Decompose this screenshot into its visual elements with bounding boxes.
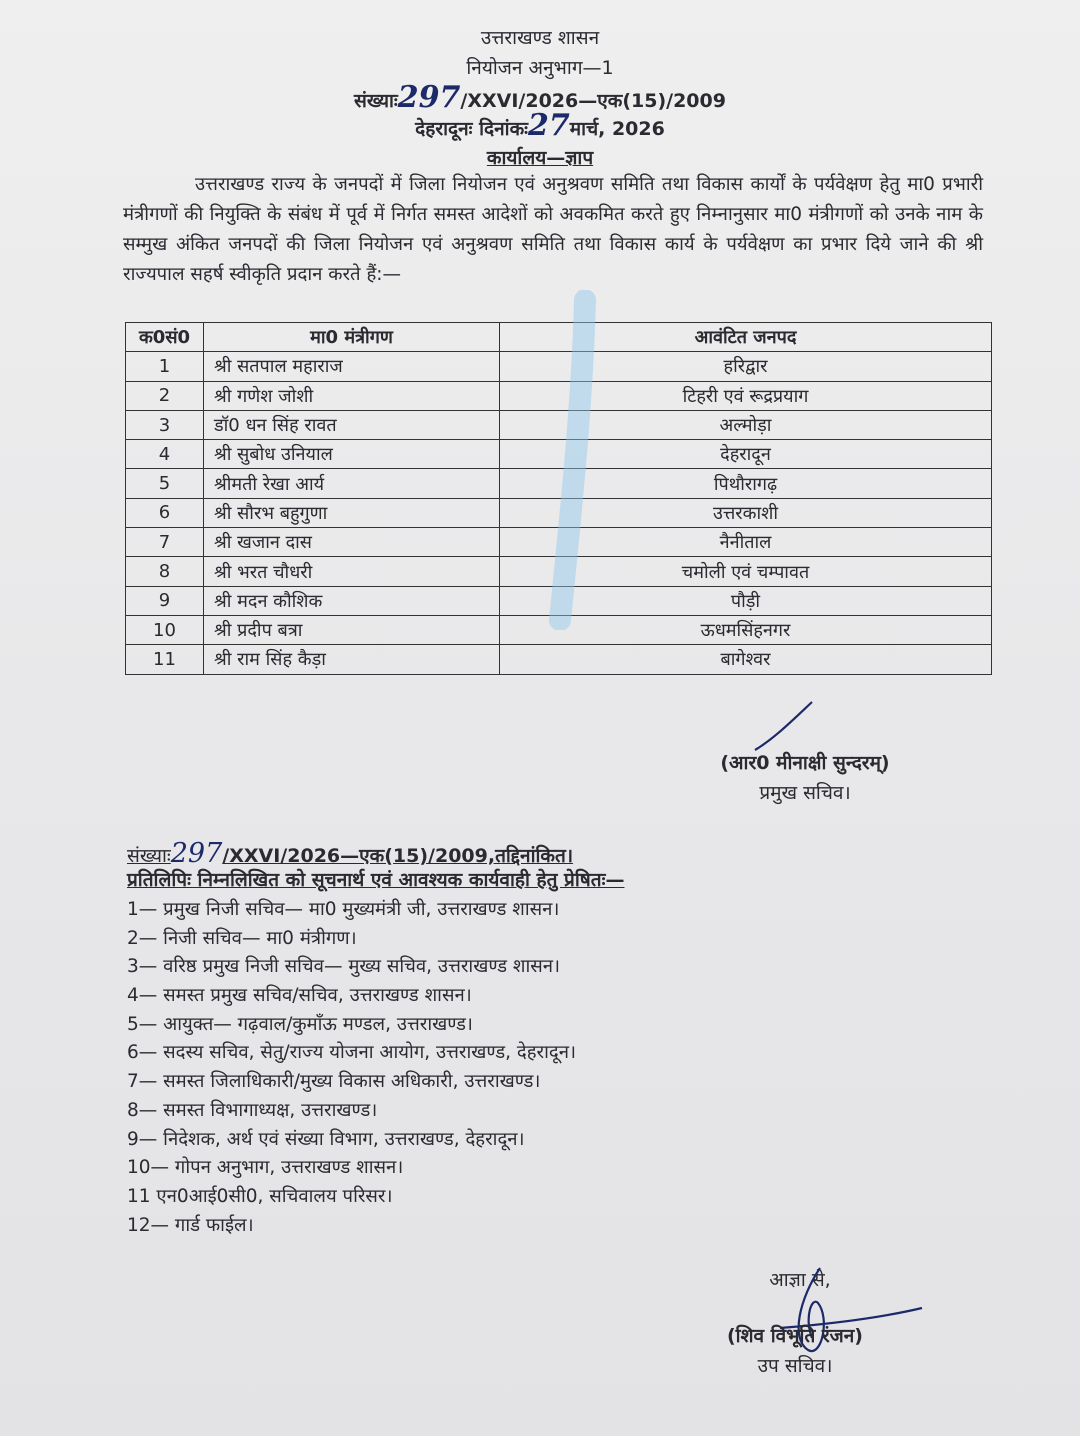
serial-number: 8 (126, 557, 204, 586)
handwritten-copy-reference-number: 297 (170, 838, 223, 869)
district-name: ऊधमसिंहनगर (500, 615, 992, 644)
serial-number: 10 (126, 615, 204, 644)
date-label: देहरादूनः दिनांकः (415, 118, 529, 140)
minister-name: श्रीमती रेखा आर्य (204, 469, 500, 498)
serial-number: 2 (126, 381, 204, 410)
district-name: पिथौरागढ़ (500, 469, 992, 498)
district-name: उत्तरकाशी (500, 498, 992, 527)
highlighter-mark (530, 290, 610, 630)
minister-name: श्री खजान दास (204, 528, 500, 557)
header-serial-number: क0सं0 (126, 323, 204, 352)
government-heading: उत्तराखण्ड शासन (480, 27, 600, 49)
list-item: 11 एन0आई0सी0, सचिवालय परिसर। (127, 1185, 393, 1207)
district-name: बागेश्वर (500, 645, 992, 674)
table-row (126, 645, 992, 674)
memo-paragraph: उत्तराखण्ड राज्य के जनपदों में जिला नियोजन एवं अनुश्रवण समिति तथा विकास कार्यों के पर्यवेक्षण हेतु मा0 प्रभारी मंत्रीगणों की नियुक्ति के संबंध में पूर्व में निर्गत समस्त आदेशों को अवकमित करते हुए निम्नानुसार मा0 मंत्रीगणों को उनके नाम के सम्मुख अंकित जनपदों की जिला नियोजन एवं अनुश्रवण समिति तथा विकास कार्य के पर्यवेक्षण का प्रभार दिये जाने की श्री राज्यपाल सहर्ष स्वीकृति प्रदान करते हैं:— (123, 174, 983, 285)
list-item: 4— समस्त प्रमुख सचिव/सचिव, उत्तराखण्ड शासन। (127, 985, 472, 1007)
list-item: 6— सदस्य सचिव, सेतु/राज्य योजना आयोग, उत्तराखण्ड, देहरादून। (127, 1042, 576, 1064)
district-name: अल्मोड़ा (500, 410, 992, 439)
handwritten-date-day: 27 (528, 108, 570, 143)
minister-name: श्री भरत चौधरी (204, 557, 500, 586)
by-order-text: आज्ञा से, (769, 1269, 831, 1291)
handwritten-reference-number: 297 (397, 80, 461, 115)
list-item: 9— निदेशक, अर्थ एवं संख्या विभाग, उत्तराखण्ड, देहरादून। (127, 1128, 525, 1150)
list-item: 7— समस्त जिलाधिकारी/मुख्य विकास अधिकारी, उत्तराखण्ड। (127, 1071, 541, 1093)
serial-number: 9 (126, 586, 204, 615)
district-name: देहरादून (500, 440, 992, 469)
list-item: 12— गार्ड फाईल। (127, 1214, 254, 1236)
district-name: टिहरी एवं रूद्रप्रयाग (500, 381, 992, 410)
office-memo-title: कार्यालय—ज्ञाप (486, 147, 594, 169)
header-minister: मा0 मंत्रीगण (204, 323, 500, 352)
district-name: नैनीताल (500, 528, 992, 557)
list-item: 2— निजी सचिव— मा0 मंत्रीगण। (127, 927, 357, 949)
serial-number: 3 (126, 410, 204, 439)
serial-number: 4 (126, 440, 204, 469)
district-name: पौड़ी (500, 586, 992, 615)
minister-name: श्री प्रदीप बत्रा (204, 615, 500, 644)
district-name: चमोली एवं चम्पावत (500, 557, 992, 586)
list-item: 8— समस्त विभागाध्यक्ष, उत्तराखण्ड। (127, 1099, 378, 1121)
list-item: 10— गोपन अनुभाग, उत्तराखण्ड शासन। (127, 1157, 404, 1179)
minister-name: श्री सौरभ बहुगुणा (204, 498, 500, 527)
signatory-name-1: (आर0 मीनाक्षी सुन्दरम्) (720, 752, 890, 774)
minister-name: श्री गणेश जोशी (204, 381, 500, 410)
date-rest: मार्च, 2026 (569, 118, 665, 140)
serial-number: 7 (126, 528, 204, 557)
minister-name: श्री सुबोध उनियाल (204, 440, 500, 469)
signatory-designation-1: प्रमुख सचिव। (759, 782, 851, 804)
copy-heading: प्रतिलिपिः निम्नलिखित को सूचनार्थ एवं आवश्यक कार्यवाही हेतु प्रेषितः— (127, 869, 625, 891)
list-item: 1— प्रमुख निजी सचिव— मा0 मुख्यमंत्री जी, उत्तराखण्ड शासन। (127, 899, 560, 920)
date-line (0, 108, 1080, 143)
serial-number: 11 (126, 645, 204, 674)
signatory-name-2: (शिव विभूति रंजन) (726, 1325, 863, 1347)
copy-reference-rest: /XXVI/2026—एक(15)/2009,तद्दिनांकित। (222, 845, 574, 867)
serial-number: 6 (126, 498, 204, 527)
header-district: आवंटित जनपद (500, 323, 992, 352)
district-name: हरिद्वार (500, 352, 992, 381)
list-item: 5— आयुक्त— गढ़वाल/कुमाँऊ मण्डल, उत्तराखण्ड। (127, 1013, 473, 1035)
reference-label: संख्याः (354, 90, 398, 112)
copy-reference-label: संख्याः (127, 845, 171, 867)
section-heading: नियोजन अनुभाग—1 (466, 57, 614, 79)
minister-name: श्री राम सिंह कैड़ा (204, 645, 500, 674)
list-item: 3— वरिष्ठ प्रमुख निजी सचिव— मुख्य सचिव, उत्तराखण्ड शासन। (127, 956, 561, 978)
reference-rest: /XXVI/2026—एक(15)/2009 (460, 90, 726, 112)
serial-number: 5 (126, 469, 204, 498)
minister-name: श्री मदन कौशिक (204, 586, 500, 615)
copy-reference-number (127, 838, 573, 869)
minister-name: श्री सतपाल महाराज (204, 352, 500, 381)
minister-name: डॉ0 धन सिंह रावत (204, 410, 500, 439)
signatory-designation-2: उप सचिव। (757, 1355, 833, 1377)
serial-number: 1 (126, 352, 204, 381)
copy-recipients-list (127, 896, 576, 1240)
